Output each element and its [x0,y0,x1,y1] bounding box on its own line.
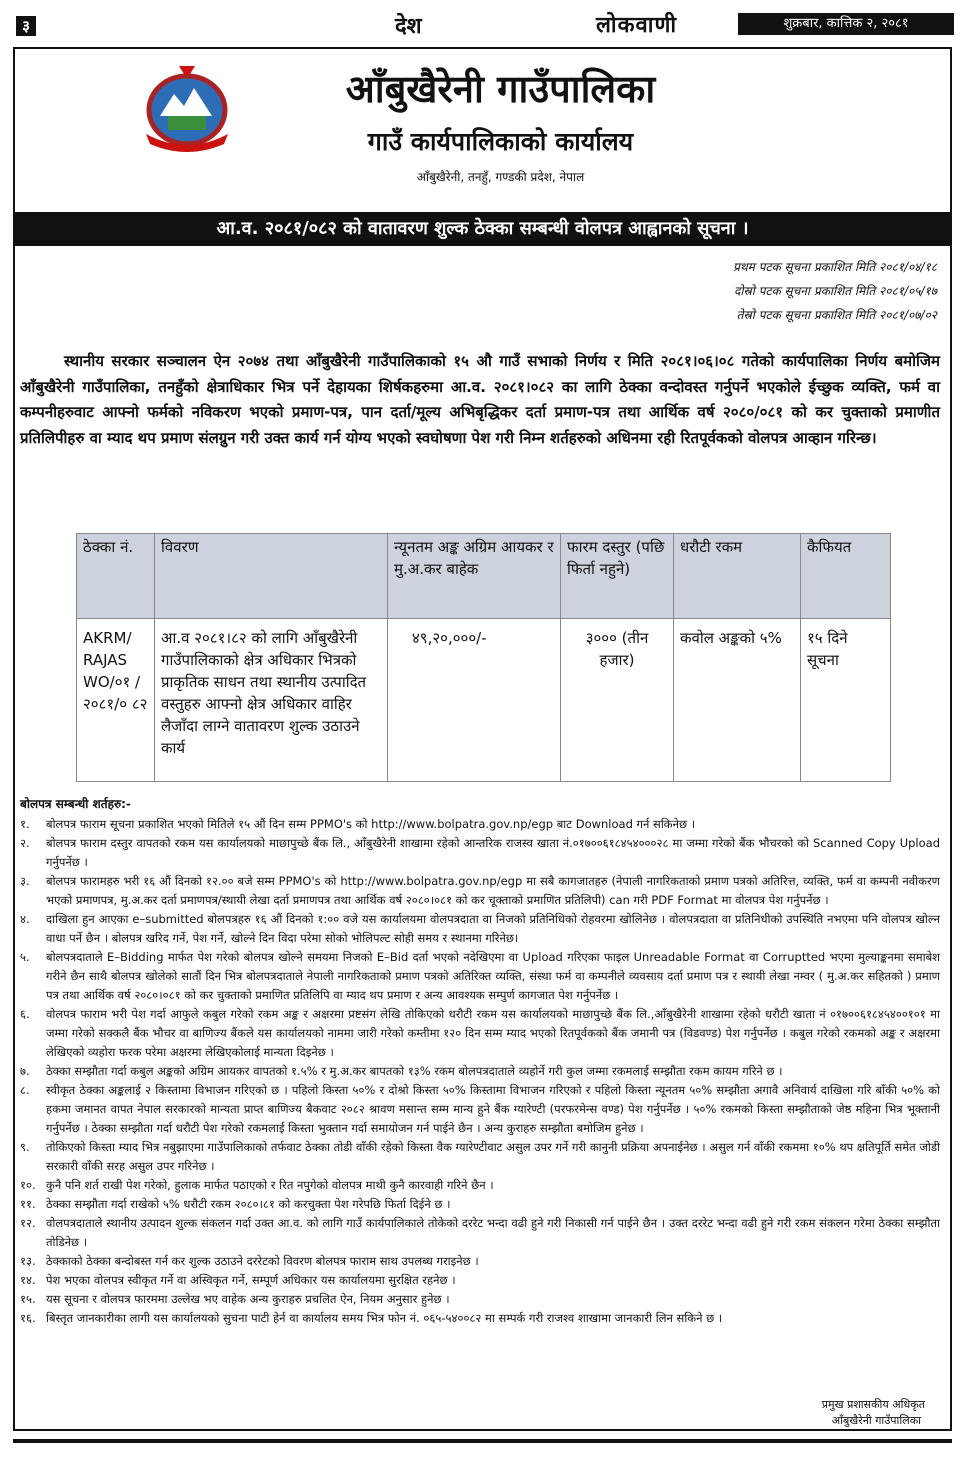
office-name: गाउँ कार्यपालिकाको कार्यालय [367,127,634,156]
term-number: ३. [20,874,30,888]
term-number: १६. [20,1311,36,1325]
list-item [20,815,940,834]
cell-contract-no: AKRM/ RAJAS WO/०१ /२०८१/० ८२ [77,619,155,782]
term-number: ६. [20,1007,30,1021]
cell-description: आ.व २०८१।८२ को लागि आँबुखैरेनी गाउँपालिकाको क्षेत्र अधिकार भित्रको प्राकृतिक साधन तथा स्थानीय उत्पादित वस्तुहरु आफ्नो क्षेत्र अधिकार वाहिर लैजाँदा लाग्ने वातावरण शुल्क उठाउने कार्य [155,619,388,782]
bottom-rule [13,1439,952,1443]
table-row [77,619,891,782]
term-number: १०. [20,1178,36,1192]
term-text: वोलपत्रदाताले स्थानीय उत्पादन शुल्क संकलन गर्दा उक्त आ.व. को लागि गाउँ कार्यपालिकाले तोकेको दररेट भन्दा वढी हुने गरी निकासी गर्न पाईने छैन । उक्त दररेट भन्दा वढी हुने गरी रकम संकलन गरेमा ठेक्का सम्झौता तोडिनेछ । [46,1216,940,1249]
term-number: १३. [20,1254,36,1268]
list-item [20,1081,940,1138]
section-name: देश [395,14,422,39]
col-deposit: धरौटी रकम [674,534,801,619]
list-item [20,1252,940,1271]
issue-date: शुक्रबार, कात्तिक २, २०८१ [738,13,954,35]
term-number: ५. [20,950,30,964]
list-item [20,1195,940,1214]
term-number: ९. [20,1140,30,1154]
term-number: १५. [20,1292,36,1306]
term-text: बोलपत्र फारामहरु भरी १६ औं दिनको १२.०० बजे सम्म PPMO's को http://www.bolpatra.gov.np/egp मा सबै कागजातहरु (नेपाली नागरिकताको प्रमाण पत्रको अतिरित्त, व्यक्ति, फर्म वा कम्पनी नवीकरण भएको प्रमाणपत्र, मु.अ.कर दर्ता प्रमाणपत्र/स्थायी लेखा दर्ता प्रमाणपत्र तथा आर्थिक वर्ष २०८०।०८१ को कर चूक्ताको प्रमाणित प्रतिलिपी) can गरी PDF Format मा वोलपत्र पेश गर्नुपर्नेछ । [46,874,940,907]
term-text: पेश भएका वोलपत्र स्वीकृत गर्ने वा अस्विकृत गर्ने, सम्पूर्ण अधिकार यस कार्यालयमा सुरक्षित रहनेछ । [46,1273,456,1287]
terms-heading: बोलपत्र सम्बन्धी शर्तहरु:- [20,797,131,811]
page-number: ३ [16,16,36,36]
term-number: १२. [20,1216,36,1230]
municipality-name: आँबुखैरेनी गाउँपालिका [345,67,656,111]
col-remarks: कैफियत [801,534,891,619]
list-item [20,1290,940,1309]
term-text: बोलपत्र फाराम सूचना प्रकाशित भएको मितिले १५ औं दिन सम्म PPMO's को http://www.bolpatra.gov.np/egp बाट Download गर्न सकिनेछ । [46,817,696,831]
term-number: ४. [20,912,30,926]
list-item [20,1062,940,1081]
term-number: ८. [20,1083,30,1097]
newspaper-name: लोकवाणी [596,13,678,38]
cell-remarks: १५ दिने सूचना [801,619,891,782]
term-text: यस सूचना र वोलपत्र फारममा उल्लेख भए वाहेक अन्य कुराहरु प्रचलित ऐन, नियम अनुसार हुनेछ । [46,1292,450,1306]
col-form-fee: फारम दस्तुर (पछि फिर्ता नहुने) [561,534,674,619]
term-number: १४. [20,1273,36,1287]
publication-date-third: तेस्रो पटक सूचना प्रकाशित मिति २०८१/०७/०२ [736,308,937,322]
cell-min-amount: ४९,२०,०००/- [388,619,561,782]
term-text: बिस्तृत जानकारीका लागी यस कार्यालयको सुचना पाटी हेर्न वा कार्यालय समय भित्र फोन नं. ०६५-५४००८२ मा सम्पर्क गरी राजश्व शाखामा जानकारी लिन सकिने छ । [46,1311,723,1325]
term-text: ठेक्का सम्झौता गर्दा राखेको ५% धरौटी रकम २०८०।८१ को करचुक्ता पेश गरेपछि फिर्ता दिईने छ । [46,1197,451,1211]
cell-deposit: कवोल अङ्कको ५% [674,619,801,782]
term-number: १. [20,817,30,831]
list-item [20,834,940,872]
list-item [20,1271,940,1290]
signatory-org: आँबुखैरेनी गाउँपालिका [831,1414,921,1427]
col-min-amount: न्यूनतम अङ्क अग्रिम आयकर र मु.अ.कर बाहेक [388,534,561,619]
term-number: ७. [20,1064,30,1078]
term-text: बोलपत्र फाराम दस्तुर वापतको रकम यस कार्यालयको माछापुच्छे बैंक लि., आँबुखैरेनी शाखामा रहेको आन्तरिक राजस्व खाता नं.०१७००६१८४५४०००२८ मा जम्मा गरेको बैंक भौचरको को Scanned Copy Upload गर्नुपर्नेछ । [46,836,940,869]
term-text: दाखिला हुन आएका e–submitted बोलपत्रहरु १६ औं दिनको १:०० वजे यस कार्यालयमा वोलपत्रदाता वा निजको प्रतिनिधिको रोहवरमा खोलिनेछ । वोलपत्रदाता वा प्रतिनिधीको उपस्थिति नभएमा पनि वोलपत्र खोल्न वाधा पर्ने छैन । बोलपत्र खरिद गर्ने, पेश गर्ने, खोल्ने दिन विदा परेमा सोको भोलिपल्ट सोही समय र स्थानमा गरिनेछ। [46,912,940,945]
list-item [20,1005,940,1062]
office-address: आँबुखैरेनी, तनहुँ, गण्डकी प्रदेश, नेपाल [416,170,585,184]
term-text: स्वीकृत ठेक्का अङ्कलाई २ किस्तामा विभाजन गरिएको छ । पहिलो किस्ता ५०% र दोश्रो किस्ता ५०% किस्तामा विभाजन गरिएको र पहिलो किस्ता न्यूनतम ५०% सम्झौता अगावै अनिवार्य दाखिला गरि बाँकी ५०% को हकमा जमानत वापत नेपाल सरकारको मान्यता प्राप्त बाणिज्य बैकवाट २०८२ श्रावण मसान्त सम्म मान्य हुने बैंक ग्यारेण्टी (परफरमेन्स वण्ड) पेश गर्नुपर्नेछ । ५०% रकमको किस्ता सम्झौताको जेष्ठ महिना भित्र भूक्तानी गर्नुपर्नेछ । ठेक्का सम्झौता गर्दा धरौटी पेश गरेको रकमलाई किस्ता भुक्तान गर्दा समायोजन गर्न पाईने छैन । अन्य कुराहरु सम्झौता बमोजिम हुनेछ । [46,1083,940,1135]
list-item [20,1309,940,1328]
list-item [20,1138,940,1176]
list-item [20,910,940,948]
term-text: तोकिएको किस्ता म्याद भित्र नबुझाएमा गाउँपालिकाको तर्फवाट ठेक्का तोडी वाँकी रहेको किस्ता वैक ग्यारेण्टीवाट असुल उपर गर्ने गरी कानुनी प्रक्रिया अपनाईनेछ । असुल गर्न वाँकी रकममा १०% थप क्षतिपूर्ति समेत जोडी सरकारी वाँकी सरह असुल उपर गरिनेछ । [46,1140,940,1173]
term-text: ठेक्का सम्झौता गर्दा कबुल अङ्कको अग्रिम आयकर वापतको १.५% र मु.अ.कर बापतको १३% रकम बोलपत्रदाताले व्यहोर्ने गरी कुल जम्मा रकमलाई सम्झौता रकम कायम गरिने छ । [46,1064,783,1078]
col-contract-no: ठेक्का नं. [77,534,155,619]
list-item [20,872,940,910]
col-description: विवरण [155,534,388,619]
publication-date-second: दोस्रो पटक सूचना प्रकाशित मिति २०८१/०५/१७ [734,284,937,298]
notice-title: आ.व. २०८१/०८२ को वातावरण शुल्क ठेक्का सम्बन्धी वोलपत्र आह्वानको सूचना । [15,212,950,246]
signatory-title: प्रमुख प्रशासकीय अधिकृत [821,1398,925,1411]
term-text: वोलपत्र फाराम भरी पेश गर्दा आफुले कबुल गरेको रकम अङ्क र अक्षरमा प्रष्टसंग लेखि तोकिएको धरौटी रकम यस कार्यालयको माछापुच्छे बैंक लि.,आँबुखैरेनी शाखामा रहेको धरौटी खाता नं ०१७००६१८४५४००१०१ मा जम्मा गरेको सक्कलै बैंक भौचर वा बाणिज्य बैंकले यस कार्यालयको नाममा जारी गरेको कम्तीमा १२० दिन सम्म म्याद भएको रितपूर्वकको बैंक जमानी पत्र (विडवण्ड) पेश गर्नुपर्नेछ । कबुल गरेको रकमको अङ्क र अक्षरमा लेखिएको व्यहोरा फरक परेमा अक्षरमा लेखिएकोलाई मान्यता दिइनेछ । [46,1007,940,1059]
term-text: ठेक्काको ठेक्का बन्दोबस्त गर्न कर शुल्क उठाउने दररेटको विवरण बोलपत्र फाराम साथ उपलब्ध गराइनेछ । [46,1254,479,1268]
term-text: बोलपत्रदाताले E–Bidding मार्फत पेश गरेको बोलपत्र खोल्ने समयमा निजको E–Bid दर्ता भएको नदेखिएमा वा Upload गरिएका फाइल Unreadable Format वा Corruptted भएमा मुल्याङ्कनमा समाबेश गरीने छैन साथै बोलपत्र खोलेको सातौं दिन भित्र बोलपत्रदाताले नेपाली नागरिकताको प्रमाण पत्रको अतिरिक्त व्यक्ति, संस्था फर्म वा कम्पनीले व्यवसाय दर्ता प्रमाण पत्र र स्थायी लेखा नम्वर ( मु.अ.कर सहितको ) प्रमाण पत्र तथा आर्थिक वर्ष २०८०।०८१ को कर चुक्ताको प्रमाणित प्रतिलिपि वा म्याद थप प्रमाण र अन्य आवश्यक सम्पुर्ण कागजात पेश गर्नुपर्नेछ । [46,950,940,1002]
table-header-row [77,534,891,619]
publication-date-first: प्रथम पटक सूचना प्रकाशित मिति २०८१/०४/१८ [733,260,937,274]
intro-paragraph: स्थानीय सरकार सञ्चालन ऐन २०७४ तथा आँबुखैरेनी गाउँपालिकाको १५ औ गाउँ सभाको निर्णय र मिति २०८१।०६।०८ गतेको कार्यपालिका निर्णय बमोजिम आँबुखैरेनी गाउँपालिका, तनहुँको क्षेत्राधिकार भित्र पर्ने देहायका शिर्षकहरुमा आ.व. २०८१।०८२ का लागि ठेक्का वन्दोवस्त गर्नुपर्ने भएकोले ईच्छुक व्यक्ति, फर्म वा कम्पनीहरुवाट आफ्नो फर्मको नविकरण भएको प्रमाण-पत्र, पान दर्ता/मूल्य अभिबृद्धिकर दर्ता प्रमाण-पत्र तथा आर्थिक वर्ष २०८०/०८१ को कर चुक्ताको प्रमाणीत प्रतिलिपीहरु वा म्याद थप प्रमाण संलग्रुन गरी उक्त कार्य गर्न योग्य भएको स्वघोषणा पेश गरी निम्न शर्तहरुको अधिनमा रही रितपूर्वकको वोलपत्र आव्हान गरिन्छ। [20,352,940,447]
list-item [20,1176,940,1195]
tender-table [76,533,891,782]
list-item [20,948,940,1005]
list-item [20,1214,940,1252]
term-number: २. [20,836,30,850]
cell-form-fee: ३००० (तीन हजार) [561,619,674,782]
term-text: कुनै पनि शर्त राखी पेश गरेको, हुलाक मार्फत पठाएको र रित नपुगेको वोलपत्र माथी कुनै कारवाही गरिने छैन । [46,1178,494,1192]
term-number: ११. [20,1197,36,1211]
terms-list [20,815,940,1328]
